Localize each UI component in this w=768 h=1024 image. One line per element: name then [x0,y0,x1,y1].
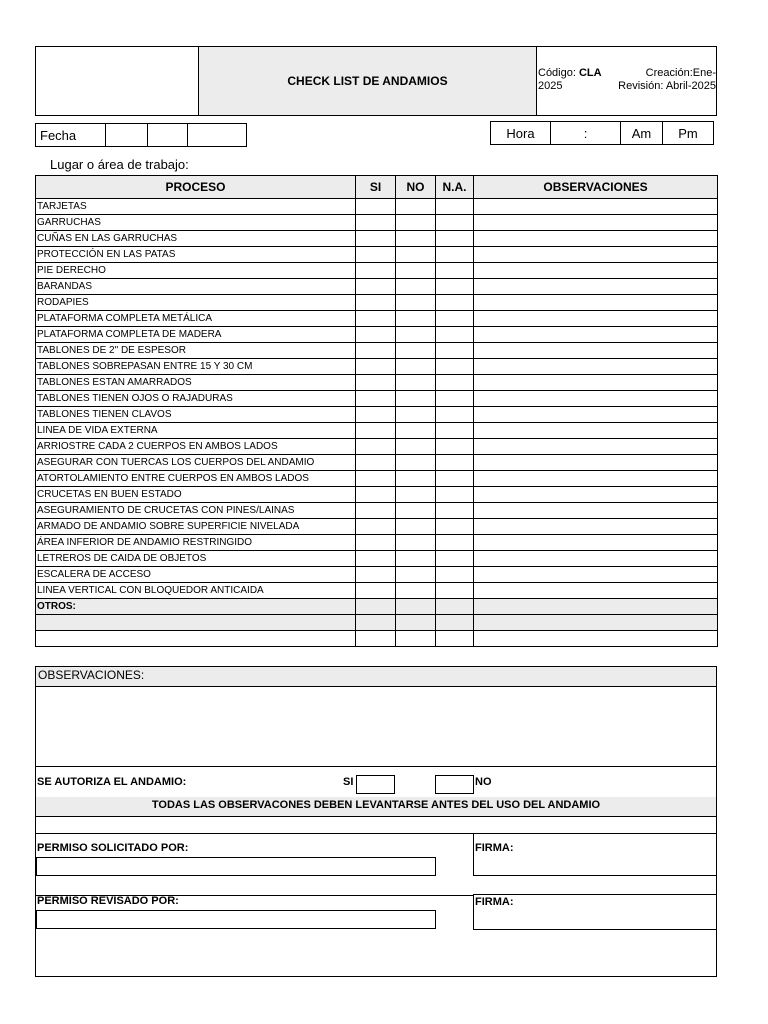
header-observaciones: OBSERVACIONES [474,176,718,199]
proceso-cell: GARRUCHAS [36,215,356,231]
si-cell[interactable] [356,583,396,599]
observaciones-cell[interactable] [474,327,718,343]
na-cell[interactable] [436,583,474,599]
table-row [36,503,718,519]
hora-field[interactable] [551,122,621,144]
si-cell[interactable] [356,439,396,455]
table-row [36,391,718,407]
si-cell[interactable] [356,375,396,391]
hora-label: Hora [491,122,551,144]
no-cell[interactable] [396,567,436,583]
na-cell[interactable] [436,263,474,279]
na-cell[interactable] [436,215,474,231]
table-row [36,583,718,599]
fecha-month-field[interactable] [148,124,188,146]
no-cell[interactable] [396,391,436,407]
si-cell[interactable] [356,247,396,263]
observaciones-cell[interactable] [474,295,718,311]
observaciones-cell[interactable] [474,455,718,471]
no-cell[interactable] [396,423,436,439]
proceso-cell: TABLONES TIENEN CLAVOS [36,407,356,423]
no-cell[interactable] [396,615,436,631]
proceso-cell [36,631,356,647]
si-cell[interactable] [356,327,396,343]
no-cell[interactable] [396,279,436,295]
table-row [36,311,718,327]
table-row [36,615,718,631]
na-cell[interactable] [436,503,474,519]
document-header [35,46,717,116]
observaciones-cell[interactable] [474,407,718,423]
fecha-day-field[interactable] [106,124,148,146]
proceso-cell: CUÑAS EN LAS GARRUCHAS [36,231,356,247]
no-cell[interactable] [396,535,436,551]
observaciones-cell[interactable] [474,423,718,439]
codigo-label: Código: [538,67,576,79]
no-cell[interactable] [396,199,436,215]
no-cell[interactable] [396,631,436,647]
header-proceso: PROCESO [36,176,356,199]
pm-option[interactable]: Pm [678,125,698,141]
no-cell[interactable] [396,343,436,359]
proceso-cell: ASEGURAMIENTO DE CRUCETAS CON PINES/LAINAS [36,503,356,519]
table-row [36,535,718,551]
si-cell[interactable] [356,503,396,519]
proceso-cell: PLATAFORMA COMPLETA METÁLICA [36,311,356,327]
observaciones-cell[interactable] [474,615,718,631]
no-cell[interactable] [396,263,436,279]
na-cell[interactable] [436,279,474,295]
no-cell[interactable] [396,471,436,487]
na-cell[interactable] [436,519,474,535]
na-cell[interactable] [436,407,474,423]
observaciones-heading: OBSERVACIONES: [36,667,716,686]
hora-separator: : [583,125,588,141]
na-cell[interactable] [436,199,474,215]
autoriza-label: SE AUTORIZA EL ANDAMIO: [37,776,187,788]
table-row [36,551,718,567]
table-row [36,567,718,583]
si-cell[interactable] [356,423,396,439]
observaciones-cell[interactable] [474,263,718,279]
si-cell[interactable] [356,199,396,215]
proceso-cell: OTROS: [36,599,356,615]
si-cell[interactable] [356,631,396,647]
no-cell[interactable] [396,583,436,599]
proceso-cell [36,615,356,631]
observaciones-cell[interactable] [474,391,718,407]
si-cell[interactable] [356,263,396,279]
no-cell[interactable] [396,231,436,247]
na-cell[interactable] [436,295,474,311]
logo-area [36,47,199,115]
observaciones-cell[interactable] [474,599,718,615]
no-cell[interactable] [396,519,436,535]
hora-row [490,121,714,145]
document-title: CHECK LIST DE ANDAMIOS [199,47,537,115]
table-row [36,279,718,295]
si-cell[interactable] [356,487,396,503]
observaciones-cell[interactable] [474,583,718,599]
no-cell[interactable] [396,375,436,391]
checklist-table [35,175,718,647]
table-row [36,439,718,455]
na-cell[interactable] [436,359,474,375]
firma-solicitado-label: FIRMA: [475,842,514,854]
na-cell[interactable] [436,535,474,551]
firma-solicitado-box[interactable] [473,833,717,876]
na-cell[interactable] [436,327,474,343]
header-na: N.A. [436,176,474,199]
si-cell[interactable] [356,359,396,375]
observaciones-cell[interactable] [474,567,718,583]
si-cell[interactable] [356,279,396,295]
si-cell[interactable] [356,615,396,631]
observaciones-cell[interactable] [474,631,718,647]
table-row [36,631,718,647]
observaciones-cell[interactable] [474,375,718,391]
no-cell[interactable] [396,551,436,567]
si-cell[interactable] [356,599,396,615]
no-cell[interactable] [396,359,436,375]
creacion-year: 2025 [538,80,563,92]
si-cell[interactable] [356,471,396,487]
no-label: NO [475,776,492,788]
proceso-cell: ÁREA INFERIOR DE ANDAMIO RESTRINGIDO [36,535,356,551]
observaciones-cell[interactable] [474,279,718,295]
table-row [36,215,718,231]
table-row [36,423,718,439]
na-cell[interactable] [436,631,474,647]
table-row [36,295,718,311]
table-row [36,471,718,487]
na-cell[interactable] [436,615,474,631]
table-row [36,407,718,423]
si-cell[interactable] [356,215,396,231]
proceso-cell: BARANDAS [36,279,356,295]
observaciones-cell[interactable] [474,199,718,215]
na-cell[interactable] [436,487,474,503]
na-cell[interactable] [436,439,474,455]
header-no: NO [396,176,436,199]
si-checkbox[interactable] [356,775,395,794]
observaciones-cell[interactable] [474,343,718,359]
fecha-row [35,123,247,147]
proceso-cell: PLATAFORMA COMPLETA DE MADERA [36,327,356,343]
na-cell[interactable] [436,391,474,407]
solicitado-label: PERMISO SOLICITADO POR: [37,842,189,854]
na-cell[interactable] [436,247,474,263]
na-cell[interactable] [436,455,474,471]
observaciones-cell[interactable] [474,359,718,375]
proceso-cell: ATORTOLAMIENTO ENTRE CUERPOS EN AMBOS LADOS [36,471,356,487]
no-cell[interactable] [396,327,436,343]
proceso-cell: TABLONES SOBREPASAN ENTRE 15 Y 30 CM [36,359,356,375]
no-cell[interactable] [396,247,436,263]
proceso-cell: LINEA VERTICAL CON BLOQUEDOR ANTICAIDA [36,583,356,599]
table-row [36,455,718,471]
table-row [36,359,718,375]
no-cell[interactable] [396,407,436,423]
observaciones-cell[interactable] [474,439,718,455]
table-row [36,599,718,615]
revisado-label: PERMISO REVISADO POR: [37,895,179,907]
observaciones-cell[interactable] [474,215,718,231]
proceso-cell: ESCALERA DE ACCESO [36,567,356,583]
table-row [36,375,718,391]
table-header-row [36,176,718,199]
no-cell[interactable] [396,487,436,503]
na-cell[interactable] [436,567,474,583]
table-row [36,519,718,535]
na-cell[interactable] [436,231,474,247]
si-label: SI [343,776,354,788]
na-cell[interactable] [436,311,474,327]
proceso-cell: TABLONES ESTAN AMARRADOS [36,375,356,391]
no-cell[interactable] [396,311,436,327]
no-cell[interactable] [396,439,436,455]
no-cell[interactable] [396,215,436,231]
lugar-label: Lugar o área de trabajo: [50,157,189,172]
observaciones-cell[interactable] [474,487,718,503]
header-si: SI [356,176,396,199]
table-row [36,199,718,215]
proceso-cell: TABLONES DE 2" DE ESPESOR [36,343,356,359]
si-cell[interactable] [356,519,396,535]
si-cell[interactable] [356,295,396,311]
fecha-label: Fecha [36,124,106,146]
table-row [36,343,718,359]
observaciones-cell[interactable] [474,519,718,535]
observaciones-cell[interactable] [474,231,718,247]
na-cell[interactable] [436,423,474,439]
si-cell[interactable] [356,407,396,423]
table-row [36,231,718,247]
document-meta [538,67,716,93]
solicitado-field[interactable] [36,857,436,876]
observaciones-cell[interactable] [474,535,718,551]
table-row [36,327,718,343]
proceso-cell: ARMADO DE ANDAMIO SOBRE SUPERFICIE NIVELADA [36,519,356,535]
si-cell[interactable] [356,567,396,583]
proceso-cell: ASEGURAR CON TUERCAS LOS CUERPOS DEL ANDAMIO [36,455,356,471]
no-cell[interactable] [396,295,436,311]
si-cell[interactable] [356,311,396,327]
revision-label: Revisión: Abril-2025 [618,80,716,92]
na-cell[interactable] [436,551,474,567]
si-cell[interactable] [356,551,396,567]
notice-banner: TODAS LAS OBSERVACONES DEBEN LEVANTARSE ANTES DEL USO DEL ANDAMIO [36,797,716,816]
proceso-cell: LETREROS DE CAIDA DE OBJETOS [36,551,356,567]
observaciones-cell[interactable] [474,311,718,327]
table-row [36,487,718,503]
proceso-cell: LINEA DE VIDA EXTERNA [36,423,356,439]
proceso-cell: RODAPIES [36,295,356,311]
bottom-section [35,666,717,977]
na-cell[interactable] [436,599,474,615]
codigo-value: CLA [578,67,602,79]
proceso-cell: ARRIOSTRE CADA 2 CUERPOS EN AMBOS LADOS [36,439,356,455]
si-cell[interactable] [356,535,396,551]
si-cell[interactable] [356,343,396,359]
table-row [36,247,718,263]
no-checkbox[interactable] [435,775,474,794]
creacion-label: Creación:Ene- [645,67,716,79]
proceso-cell: PROTECCIÓN EN LAS PATAS [36,247,356,263]
revisado-field[interactable] [36,910,436,929]
na-cell[interactable] [436,375,474,391]
no-cell[interactable] [396,455,436,471]
proceso-cell: TARJETAS [36,199,356,215]
am-option[interactable]: Am [621,122,663,144]
si-cell[interactable] [356,455,396,471]
si-cell[interactable] [356,391,396,407]
observaciones-textarea[interactable] [36,687,716,766]
na-cell[interactable] [436,343,474,359]
observaciones-cell[interactable] [474,471,718,487]
no-cell[interactable] [396,503,436,519]
observaciones-cell[interactable] [474,503,718,519]
firma-revisado-label: FIRMA: [475,896,514,908]
proceso-cell: TABLONES TIENEN OJOS O RAJADURAS [36,391,356,407]
table-row [36,263,718,279]
proceso-cell: PIE DERECHO [36,263,356,279]
observaciones-cell[interactable] [474,247,718,263]
no-cell[interactable] [396,599,436,615]
observaciones-cell[interactable] [474,551,718,567]
fecha-year-field[interactable] [188,124,246,146]
na-cell[interactable] [436,471,474,487]
si-cell[interactable] [356,231,396,247]
proceso-cell: CRUCETAS EN BUEN ESTADO [36,487,356,503]
